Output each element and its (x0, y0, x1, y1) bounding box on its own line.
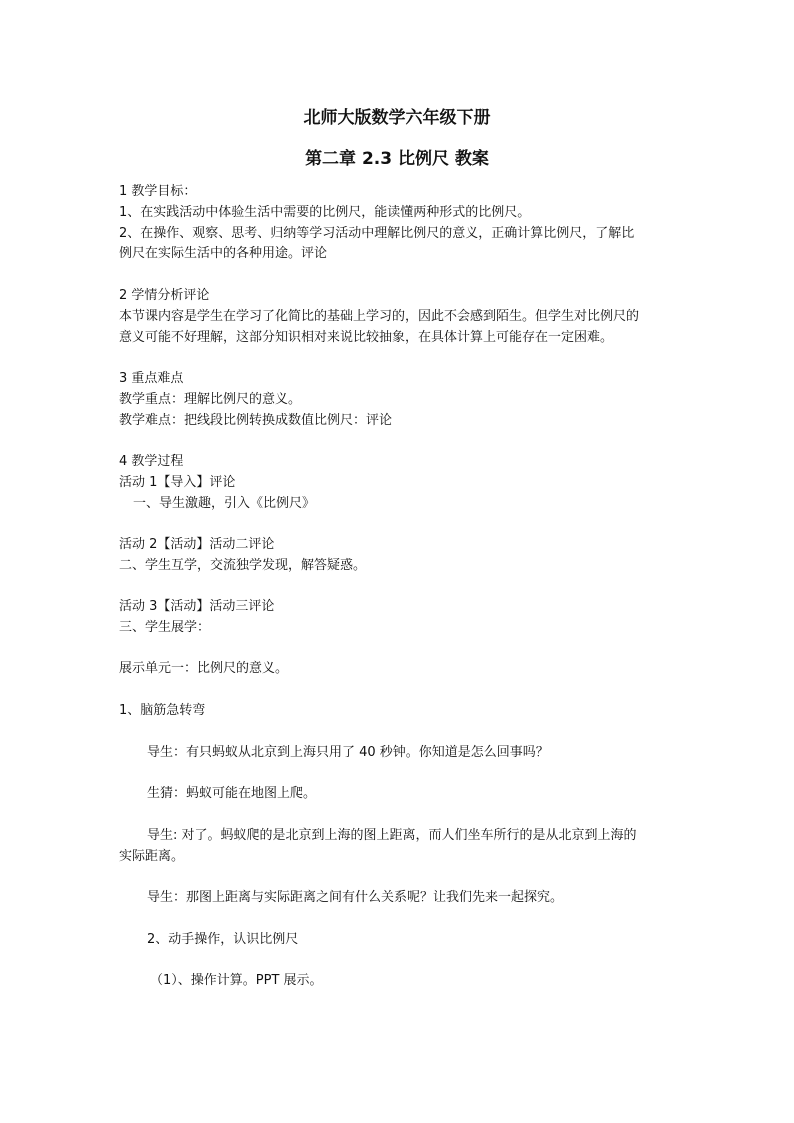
analysis-heading: 2 学情分析评论 (119, 288, 210, 303)
activity-2-title: 活动 2【活动】活动二评论 (119, 537, 275, 552)
unit-1-heading: 展示单元一：比例尺的意义。 (119, 661, 289, 676)
goals-item-1: 1、在实践活动中体验生活中需要的比例尺，能读懂两种形式的比例尺。 (119, 205, 531, 220)
teacher-question-2: 导生：那图上距离与实际距离之间有什么关系呢？让我们先来一起探究。 (147, 890, 564, 905)
teacher-answer-line-1: 导生: 对了。蚂蚁爬的是北京到上海的图上距离，而人们坐车所行的是从北京到上海的 (147, 828, 637, 843)
goals-heading: 1 教学目标： (119, 184, 197, 199)
process-heading: 4 教学过程 (119, 454, 184, 469)
teaching-focus: 教学重点：理解比例尺的意义。 (119, 392, 302, 407)
brain-teaser-heading: 1、脑筋急转弯 (119, 703, 206, 718)
activity-2-desc: 二、学生互学，交流独学发现，解答疑惑。 (119, 558, 367, 573)
calculation-step: （1）、操作计算。PPT 展示。 (150, 973, 323, 988)
teacher-answer-line-2: 实际距离。 (119, 849, 185, 864)
goals-item-2-line-2: 例尺在实际生活中的各种用途。评论 (119, 246, 328, 261)
activity-1-desc: 一、导生激趣，引入《比例尺》 (133, 496, 316, 511)
analysis-line-2: 意义可能不好理解，这部分知识相对来说比较抽象，在具体计算上可能存在一定困难。 (119, 330, 614, 345)
teaching-difficulty: 教学难点：把线段比例转换成数值比例尺：评论 (119, 413, 393, 428)
activity-3-title: 活动 3【活动】活动三评论 (119, 599, 275, 614)
hands-on-heading: 2、动手操作，认识比例尺 (147, 932, 299, 947)
student-guess: 生猜：蚂蚁可能在地图上爬。 (147, 786, 317, 801)
analysis-line-1: 本节课内容是学生在学习了化简比的基础上学习的，因此不会感到陌生。但学生对比例尺的 (119, 309, 640, 324)
teacher-question-1: 导生：有只蚂蚁从北京到上海只用了 40 秒钟。你知道是怎么回事吗？ (147, 745, 549, 760)
activity-1-title: 活动 1【导入】评论 (119, 475, 236, 490)
document-subtitle: 第二章 2.3 比例尺 教案 (305, 149, 489, 169)
activity-3-desc: 三、学生展学： (119, 620, 211, 635)
goals-item-2-line-1: 2、在操作、观察、思考、归纳等学习活动中理解比例尺的意义，正确计算比例尺，了解比 (119, 226, 635, 241)
keypoints-heading: 3 重点难点 (119, 371, 184, 386)
document-title: 北师大版数学六年级下册 (303, 108, 491, 128)
